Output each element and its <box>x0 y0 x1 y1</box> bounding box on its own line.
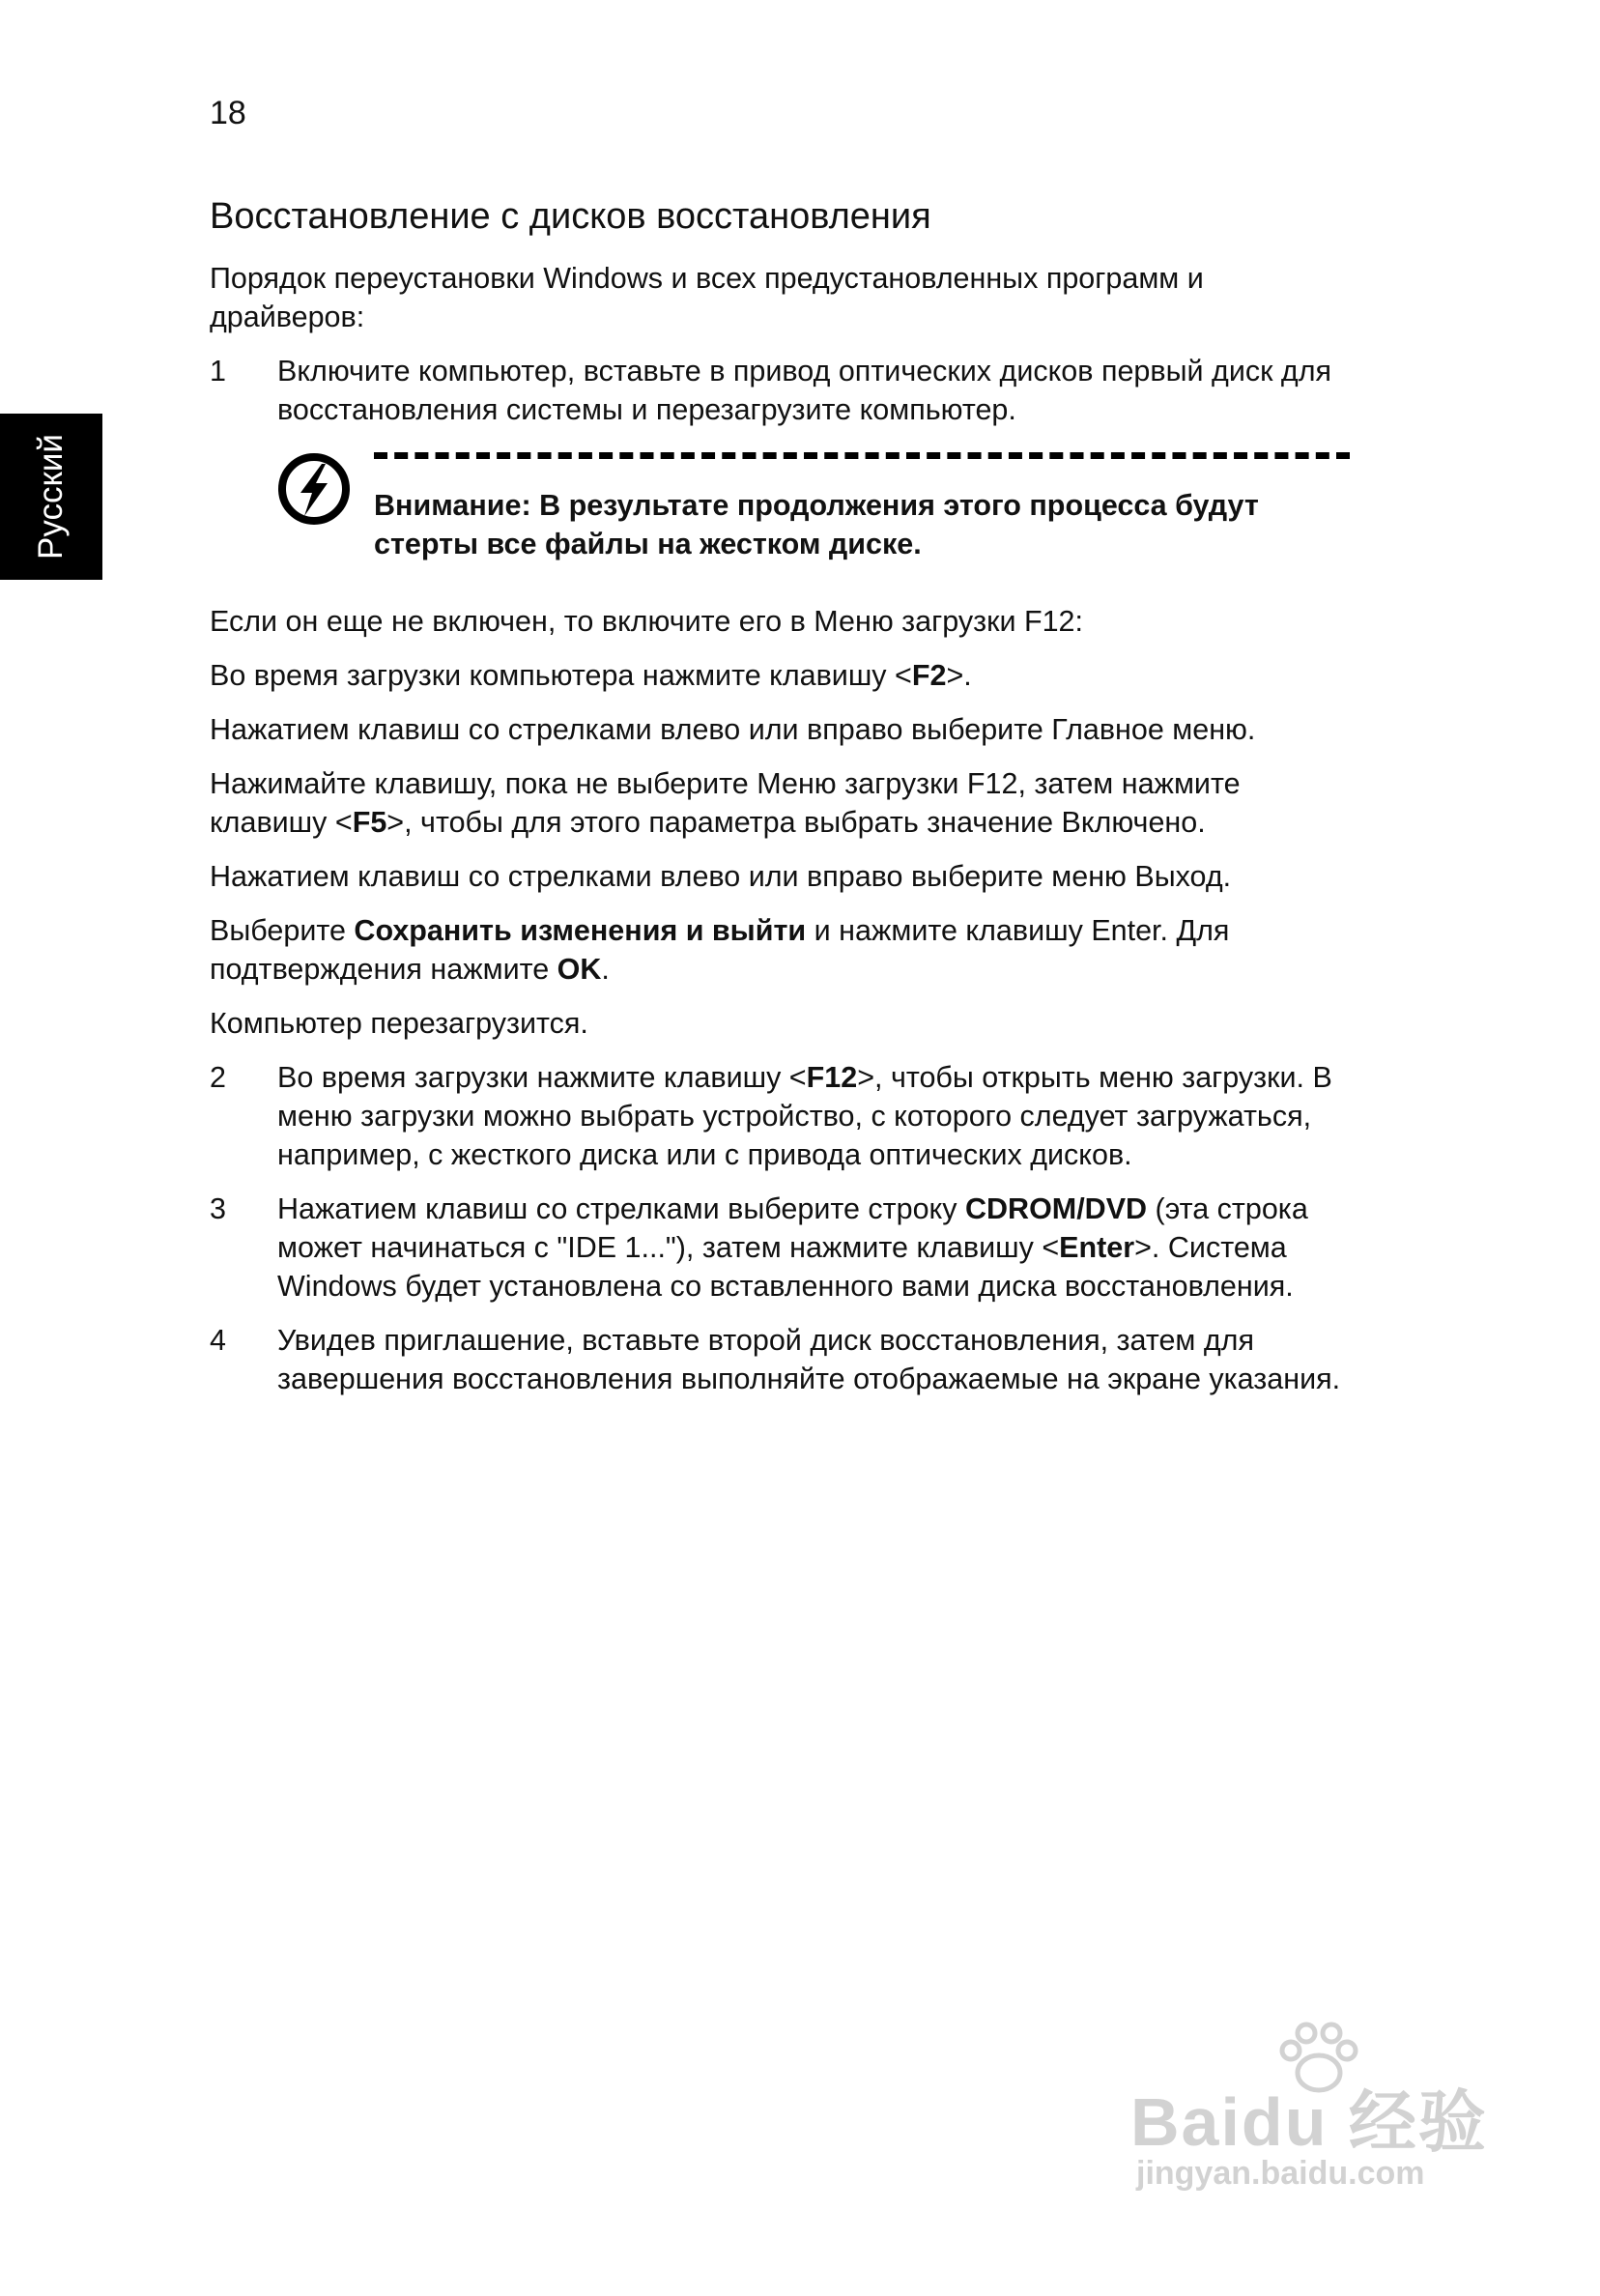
instruction-p6: Выберите Сохранить изменения и выйти и нажмите клавишу Enter. Для подтверждения нажмите OK. <box>210 914 1230 986</box>
instruction-p2: Во время загрузки компьютера нажмите клавишу <F2>. <box>210 659 972 692</box>
step-number: 4 <box>210 1324 226 1357</box>
step-text: Включите компьютер, вставьте в привод оптических дисков первый диск для восстановления системы и перезагрузите компьютер. <box>277 355 1332 426</box>
ok-label: OK <box>557 953 602 986</box>
key-f5: F5 <box>352 806 387 839</box>
step-number: 1 <box>210 355 226 387</box>
warning-box <box>277 452 1350 563</box>
section-title: Восстановление с дисков восстановления <box>210 196 931 237</box>
key-f12: F12 <box>806 1061 858 1094</box>
instruction-p3: Нажатием клавиш со стрелками влево или вправо выберите Главное меню. <box>210 713 1256 746</box>
step-number: 3 <box>210 1192 226 1225</box>
step-1 <box>210 352 1350 429</box>
step-number: 2 <box>210 1061 226 1094</box>
warning-text: Внимание: В результате продолжения этого процесса будут стерты все файлы на жестком диске. <box>374 489 1259 560</box>
save-and-exit-label: Сохранить изменения и выйти <box>354 914 807 947</box>
warning-lightning-icon <box>277 452 351 526</box>
watermark-brand: Baidu 经验 <box>1130 2084 1488 2160</box>
page-number: 18 <box>210 95 246 131</box>
step-4 <box>210 1321 1350 1398</box>
step-text: Нажатием клавиш со стрелками выберите строку CDROM/DVD (эта строка может начинаться с "IDE 1..."), затем нажмите клавишу <Enter>. Система Windows будет установлена со вставленного вами диска восстановления. <box>277 1192 1308 1303</box>
warning-divider <box>374 452 1350 459</box>
baidu-watermark <box>1130 2029 1517 2203</box>
language-side-tab <box>0 414 102 580</box>
language-side-tab-label: Русский <box>32 434 70 560</box>
instruction-p7: Компьютер перезагрузится. <box>210 1007 588 1040</box>
step-text: Увидев приглашение, вставьте второй диск восстановления, затем для завершения восстановления выполняйте отображаемые на экране указания. <box>277 1324 1341 1395</box>
key-enter: Enter <box>1059 1231 1135 1264</box>
cdrom-dvd-label: CDROM/DVD <box>964 1192 1148 1225</box>
watermark-site: jingyan.baidu.com <box>1136 2155 1425 2192</box>
steps-list-1 <box>210 352 1350 429</box>
step-2 <box>210 1058 1350 1174</box>
key-f2: F2 <box>911 659 947 692</box>
section-intro: Порядок переустановки Windows и всех предустановленных программ и драйверов: <box>210 262 1204 333</box>
instruction-p1: Если он еще не включен, то включите его в Меню загрузки F12: <box>210 605 1083 638</box>
page-content <box>210 193 1350 1414</box>
instruction-p4: Нажимайте клавишу, пока не выберите Меню загрузки F12, затем нажмите клавишу <F5>, чтобы для этого параметра выбрать значение Включено. <box>210 767 1241 839</box>
steps-list-2 <box>210 1058 1350 1398</box>
step-3 <box>210 1190 1350 1306</box>
instruction-p5: Нажатием клавиш со стрелками влево или вправо выберите меню Выход. <box>210 860 1232 893</box>
step-text: Во время загрузки нажмите клавишу <F12>, чтобы открыть меню загрузки. В меню загрузки можно выбрать устройство, с которого следует загружаться, например, с жесткого диска или с привода оптических дисков. <box>277 1061 1332 1171</box>
